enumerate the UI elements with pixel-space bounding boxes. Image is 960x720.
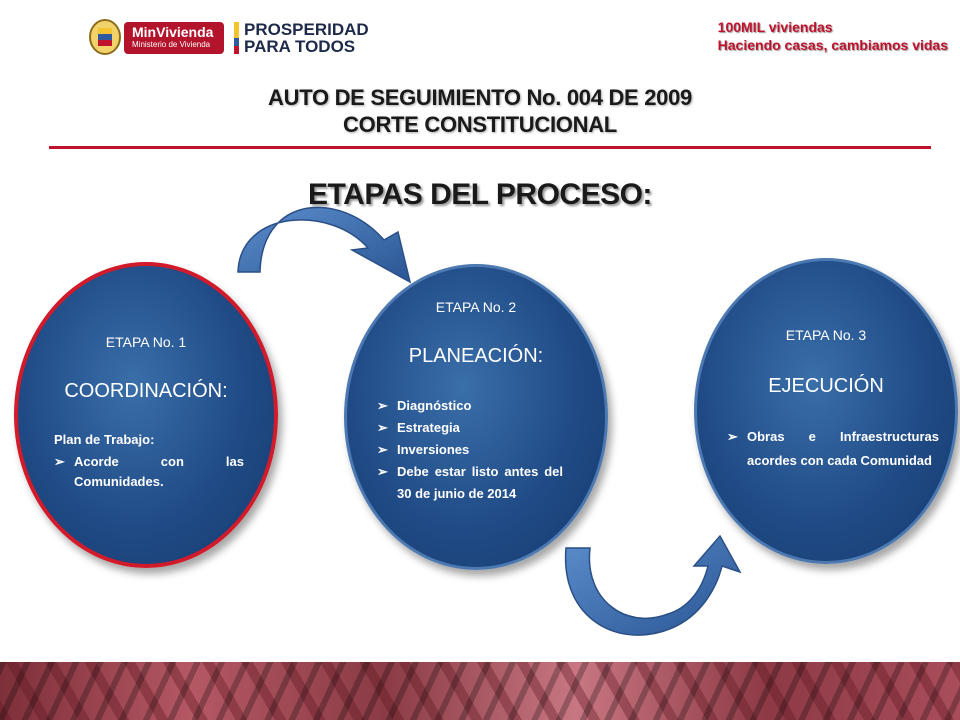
stage-1-heading: COORDINACIÓN: [64,380,228,402]
stage-1 [14,262,278,568]
prosperidad-line2: PARA TODOS [244,37,356,56]
prosperidad-line1: PROSPERIDAD [244,20,369,39]
stage-1-label: ETAPA No. 1 [105,334,187,350]
stage-2-heading: PLANEACIÓN: [408,345,544,367]
minvivienda-subtitle: Ministerio de Vivienda [132,40,211,49]
stage-2 [344,264,608,570]
minvivienda-name: MinVivienda [132,24,214,40]
bullet-arrow-icon: ➢ [377,464,388,479]
list-item: ➢ Estrategia [377,417,563,439]
crowd-photo-banner [0,662,960,720]
section-title: ETAPAS DEL PROCESO: [308,178,652,211]
list-item: ➢ Inversiones [377,439,563,461]
stage-1-subheading: Plan de Trabajo: [54,432,155,447]
arrow-stage2-to-stage3 [566,536,740,635]
arrow-stage1-to-stage2 [238,207,410,282]
stage-3-label: ETAPA No. 3 [785,327,867,343]
stage-3-heading: EJECUCIÓN [768,375,884,397]
bullet-arrow-icon: ➢ [377,398,388,413]
list-item: ➢ Obras e Infraestructuras acordes con cada Comunidad [727,425,939,473]
stage-2-list [377,395,563,505]
stage-3-list [727,425,939,473]
tagline-line2: Haciendo casas, cambiamos vidas [717,37,948,53]
stage-2-label: ETAPA No. 2 [435,299,517,315]
tagline-line1: 100MIL viviendas [717,19,833,35]
title-line1: AUTO DE SEGUIMIENTO No. 004 DE 2009 [268,85,692,110]
stage-3 [694,258,958,564]
bullet-arrow-icon: ➢ [727,429,738,444]
bullet-arrow-icon: ➢ [377,442,388,457]
bullet-arrow-icon: ➢ [377,420,388,435]
list-item: ➢ Acorde con las Comunidades. [54,454,244,489]
bullet-arrow-icon: ➢ [54,454,65,469]
title-line2: CORTE CONSTITUCIONAL [343,112,617,137]
stage-1-list [54,452,244,492]
list-item: ➢ Diagnóstico [377,395,563,417]
list-item: ➢ Debe estar listo antes del 30 de junio de 2014 [377,461,563,505]
